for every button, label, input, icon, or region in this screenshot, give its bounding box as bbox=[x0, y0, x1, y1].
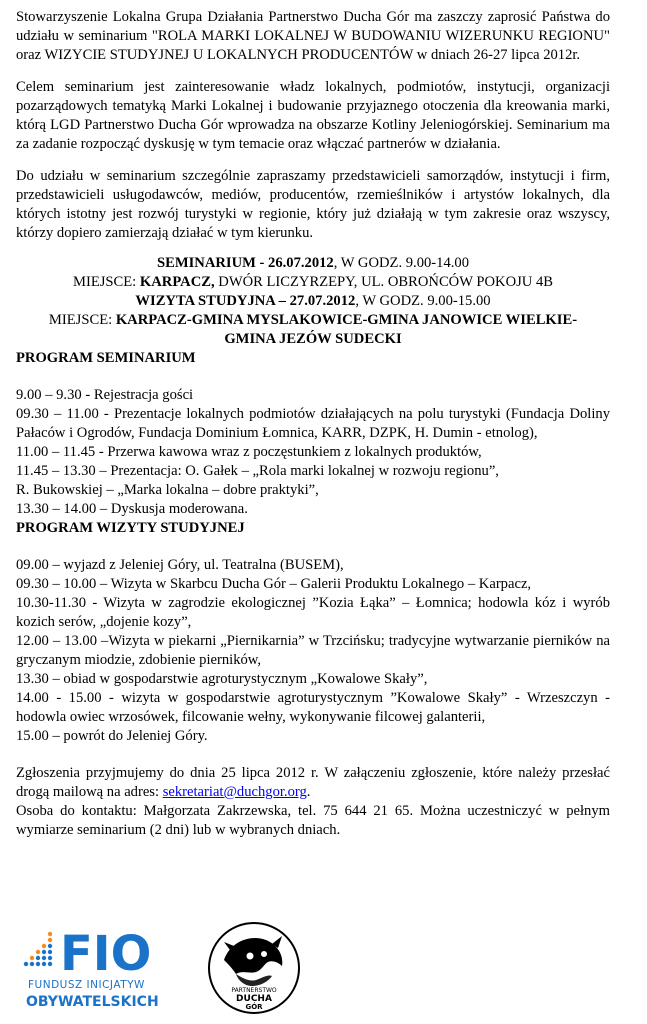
visit-place-line-2 bbox=[16, 330, 610, 349]
seminar-place-label: MIEJSCE: bbox=[72, 274, 140, 290]
seminar-date-line bbox=[16, 254, 610, 273]
intro-paragraph-2: Celem seminarium jest zainteresowanie władz lokalnych, podmiotów, instytucji, organizacji pozarządowych tematyką Marki Lokalnej i budowanie przyjaznego otoczenia dla kreowania marki, którą LGD Partnerstwo Ducha Gór wprowadza na obszarze Kotliny Jeleniogórskiej. Seminarium ma za zadanie rozpocząć dyskusję w tym temacie oraz włączać partnerów w działania. bbox=[16, 79, 610, 152]
partnerstwo-ducha-gor-logo bbox=[206, 920, 302, 1016]
visit-item: 09.00 – wyjazd z Jeleniej Góry, ul. Teatralna (BUSEM), bbox=[16, 557, 344, 573]
registration-paragraph bbox=[16, 764, 610, 802]
intro-paragraph-1: Stowarzyszenie Lokalna Grupa Działania Partnerstwo Ducha Gór ma zaszczy zaprosić Państwa do udziału w seminarium "ROLA MARKI LOKALNEJ W BUDOWANIU WIZERUNKU REGIONU" oraz WIZYCIE STUDYJNEJ U LOKALNYCH PRODUCENTÓW w dniach 26-27 lipca 2012r. bbox=[16, 9, 610, 63]
seminar-time: , W GODZ. 9.00-14.00 bbox=[333, 255, 469, 271]
visit-place-line1: KARPACZ-GMINA MYSLAKOWICE-GMINA JANOWICE WIELKIE- bbox=[115, 312, 578, 328]
visit-item: 12.00 – 13.00 –Wizyta w piekarni „Piernikarnia” w Trzcińsku; tradycyjne wytwarzanie pierników na gryczanym miodzie, zdobienie pierników, bbox=[16, 633, 610, 668]
seminar-place-city: KARPACZ, bbox=[139, 274, 215, 290]
visit-date-line bbox=[16, 292, 610, 311]
visit-place-line bbox=[16, 311, 610, 330]
visit-item: 10.30-11.30 - Wizyta w zagrodzie ekologicznej ”Kozia Łąka” – Łomnica; hodowla kóz i wyrób kozich serów, „dojenie kozy”, bbox=[16, 595, 610, 630]
pdg-line-3: GÓR bbox=[245, 1003, 263, 1011]
seminar-place-line bbox=[16, 273, 610, 292]
visit-place-label: MIEJSCE: bbox=[48, 312, 116, 328]
seminar-item: R. Bukowskiej – „Marka lokalna – dobre praktyki”, bbox=[16, 482, 319, 498]
seminar-date-bold: SEMINARIUM - 26.07.2012 bbox=[156, 255, 334, 271]
fio-subtitle-2: OBYWATELSKICH bbox=[26, 994, 159, 1010]
visit-item: 15.00 – powrót do Jeleniej Góry. bbox=[16, 728, 208, 744]
fio-subtitle-1: FUNDUSZ INICJATYW bbox=[28, 979, 145, 991]
fio-letters: FIO bbox=[60, 926, 152, 982]
pdg-line-1: PARTNERSTWO bbox=[231, 987, 277, 994]
email-link[interactable]: sekretariat@duchgor.org bbox=[162, 784, 307, 800]
visit-place-line2: GMINA JEZÓW SUDECKI bbox=[224, 331, 402, 347]
contact-paragraph: Osoba do kontaktu: Małgorzata Zakrzewska, tel. 75 644 21 65. Można uczestniczyć w pełnym wymiarze seminarium (2 dni) lub w wybranych dniach. bbox=[16, 803, 610, 838]
footer-logos bbox=[20, 918, 440, 1018]
fio-dots-icon bbox=[24, 932, 52, 966]
document-page bbox=[16, 8, 610, 840]
visit-time: , W GODZ. 9.00-15.00 bbox=[355, 293, 491, 309]
registration-text: Zgłoszenia przyjmujemy do dnia 25 lipca 2012 r. W załączeniu zgłoszenie, które należy przesłać drogą mailową na adres: bbox=[16, 765, 610, 800]
pdg-line-2: DUCHA bbox=[236, 994, 272, 1004]
seminar-place-address: DWÓR LICZYRZEPY, UL. OBROŃCÓW POKOJU 4B bbox=[214, 274, 554, 290]
program-seminar-heading: PROGRAM SEMINARIUM bbox=[16, 350, 196, 366]
fio-logo bbox=[20, 918, 190, 1014]
visit-item: 14.00 - 15.00 - wizyta w gospodarstwie agroturystycznym ”Kowalowe Skały” - Wrzeszczyn - hodowla owiec wrzosówek, filcowanie wełny, wykonywanie filcowej galanterii, bbox=[16, 690, 610, 725]
visit-item: 09.30 – 10.00 – Wizyta w Skarbcu Ducha Gór – Galerii Produktu Lokalnego – Karpacz, bbox=[16, 576, 532, 592]
program-visit-heading: PROGRAM WIZYTY STUDYJNEJ bbox=[16, 520, 245, 536]
seminar-item: 13.30 – 14.00 – Dyskusja moderowana. bbox=[16, 501, 248, 517]
registration-end: . bbox=[306, 784, 311, 800]
visit-item: 13.30 – obiad w gospodarstwie agroturystycznym „Kowalowe Skały”, bbox=[16, 671, 428, 687]
seminar-item: 11.00 – 11.45 - Przerwa kawowa wraz z poczęstunkiem z lokalnych produktów, bbox=[16, 444, 482, 460]
event-details bbox=[16, 254, 610, 349]
visit-date-bold: WIZYTA STUDYJNA – 27.07.2012 bbox=[135, 293, 356, 309]
seminar-item: 9.00 – 9.30 - Rejestracja gości bbox=[16, 387, 194, 403]
seminar-item: 09.30 – 11.00 - Prezentacje lokalnych podmiotów działających na polu turystyki (Fundacja Doliny Pałaców i Ogrodów, Fundacja Dominium Łomnica, KARR, DZPK, H. Dumin - etnolog), bbox=[16, 406, 610, 441]
intro-paragraph-3: Do udziału w seminarium szczególnie zapraszamy przedstawicieli samorządów, instytucji i firm, przedstawicieli usługodawców, mediów, producentów, rzemieślników i artystów lokalnych, dla których istotny jest rozwój turystyki w regionie, który już działają w tym zakresie oraz wszyscy, którzy dopiero zamierzają działać w tym kierunku. bbox=[16, 168, 610, 241]
seminar-item: 11.45 – 13.30 – Prezentacja: O. Gałek – „Rola marki lokalnej w rozwoju regionu”, bbox=[16, 463, 499, 479]
